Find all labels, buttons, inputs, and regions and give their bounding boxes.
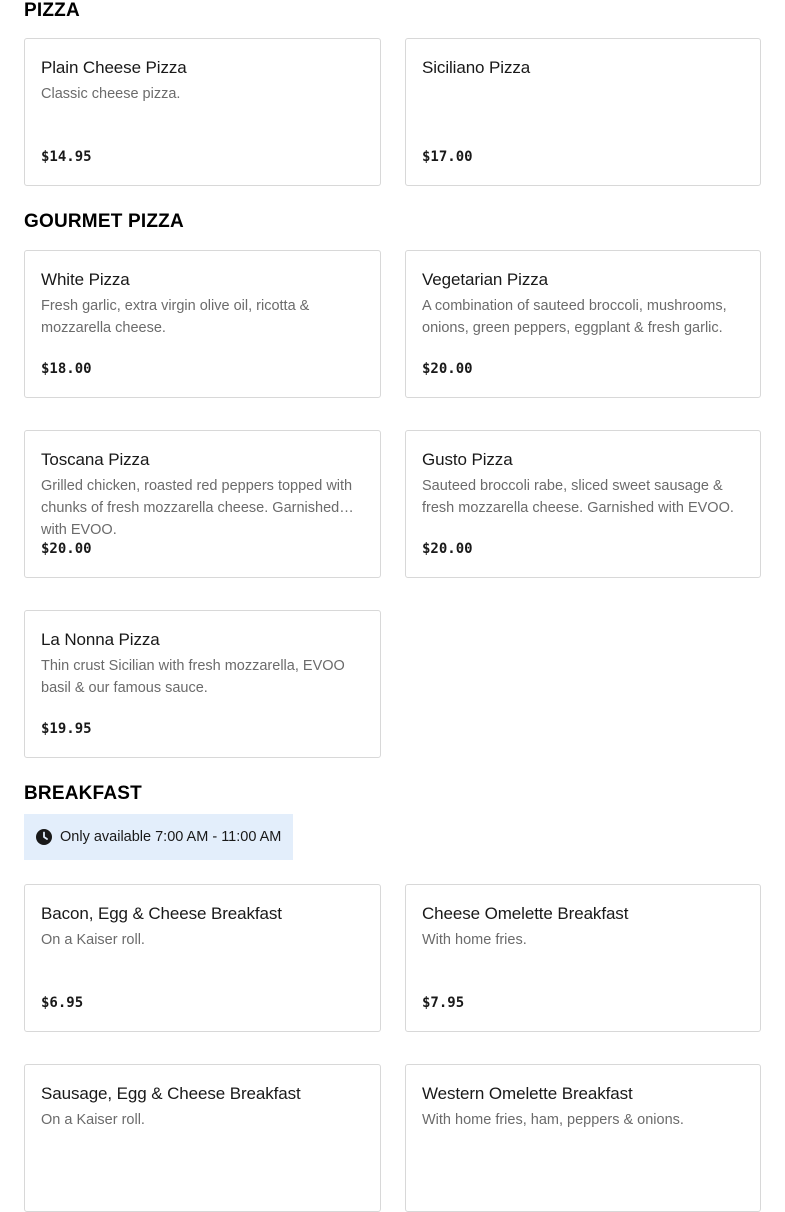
menu-item-price: $7.95 — [422, 995, 465, 1011]
menu-item-name: White Pizza — [41, 270, 130, 289]
availability-notice-text: Only available 7:00 AM - 11:00 AM — [60, 829, 282, 845]
menu-item-card[interactable] — [405, 38, 761, 186]
menu-item-description: With home fries, ham, peppers & onions. — [422, 1112, 684, 1128]
menu-item-price: $20.00 — [41, 541, 92, 557]
clock-icon — [36, 829, 52, 845]
menu-item-description: Grilled chicken, roasted red peppers topped with chunks of fresh mozzarella cheese. Garnished with EVOO. — [41, 478, 353, 538]
menu-item-description: On a Kaiser roll. — [41, 932, 145, 948]
menu-item-card[interactable] — [24, 250, 381, 398]
menu-item-card[interactable] — [405, 250, 761, 398]
menu-item-price: $20.00 — [422, 361, 473, 377]
menu-item-name: Siciliano Pizza — [422, 58, 531, 77]
menu-item-name: Bacon, Egg & Cheese Breakfast — [41, 904, 282, 923]
menu-item-description: A combination of sauteed broccoli, mushrooms, onions, green peppers, eggplant & fresh garlic. — [422, 298, 727, 336]
menu-item-card[interactable] — [24, 38, 381, 186]
menu-item-description: Thin crust Sicilian with fresh mozzarella, EVOO basil & our famous sauce. — [41, 658, 345, 696]
menu-item-price: $18.00 — [41, 361, 92, 377]
section-title-breakfast: BREAKFAST — [24, 783, 142, 804]
menu-item-name: Western Omelette Breakfast — [422, 1084, 633, 1103]
menu-item-card[interactable] — [24, 1064, 381, 1212]
menu-item-name: Vegetarian Pizza — [422, 270, 548, 289]
menu-item-description: On a Kaiser roll. — [41, 1112, 145, 1128]
menu-item-card[interactable] — [24, 884, 381, 1032]
menu-item-name: Sausage, Egg & Cheese Breakfast — [41, 1084, 301, 1103]
menu-item-card[interactable] — [24, 610, 381, 758]
menu-item-name: Toscana Pizza — [41, 450, 150, 469]
menu-item-description: Sauteed broccoli rabe, sliced sweet sausage & fresh mozzarella cheese. Garnished with EVOO. — [422, 478, 734, 516]
menu-item-price: $17.00 — [422, 149, 473, 165]
menu-item-price: $6.95 — [41, 995, 84, 1011]
menu-item-card[interactable] — [405, 884, 761, 1032]
menu-item-price: $19.95 — [41, 721, 92, 737]
menu-item-name: Gusto Pizza — [422, 450, 513, 469]
menu-item-card[interactable] — [405, 430, 761, 578]
menu-item-price: $14.95 — [41, 149, 92, 165]
menu-item-card[interactable] — [24, 430, 381, 578]
menu-item-description: With home fries. — [422, 932, 527, 948]
menu-item-card[interactable] — [405, 1064, 761, 1212]
menu-item-name: La Nonna Pizza — [41, 630, 160, 649]
section-title-pizza: PIZZA — [24, 0, 80, 21]
availability-notice — [24, 814, 293, 860]
menu-item-description: Fresh garlic, extra virgin olive oil, ricotta & mozzarella cheese. — [41, 298, 310, 336]
menu-item-price: $20.00 — [422, 541, 473, 557]
menu-item-name: Plain Cheese Pizza — [41, 58, 187, 77]
menu-item-description: Classic cheese pizza. — [41, 86, 181, 102]
section-title-gourmet-pizza: GOURMET PIZZA — [24, 211, 184, 232]
menu-item-name: Cheese Omelette Breakfast — [422, 904, 629, 923]
